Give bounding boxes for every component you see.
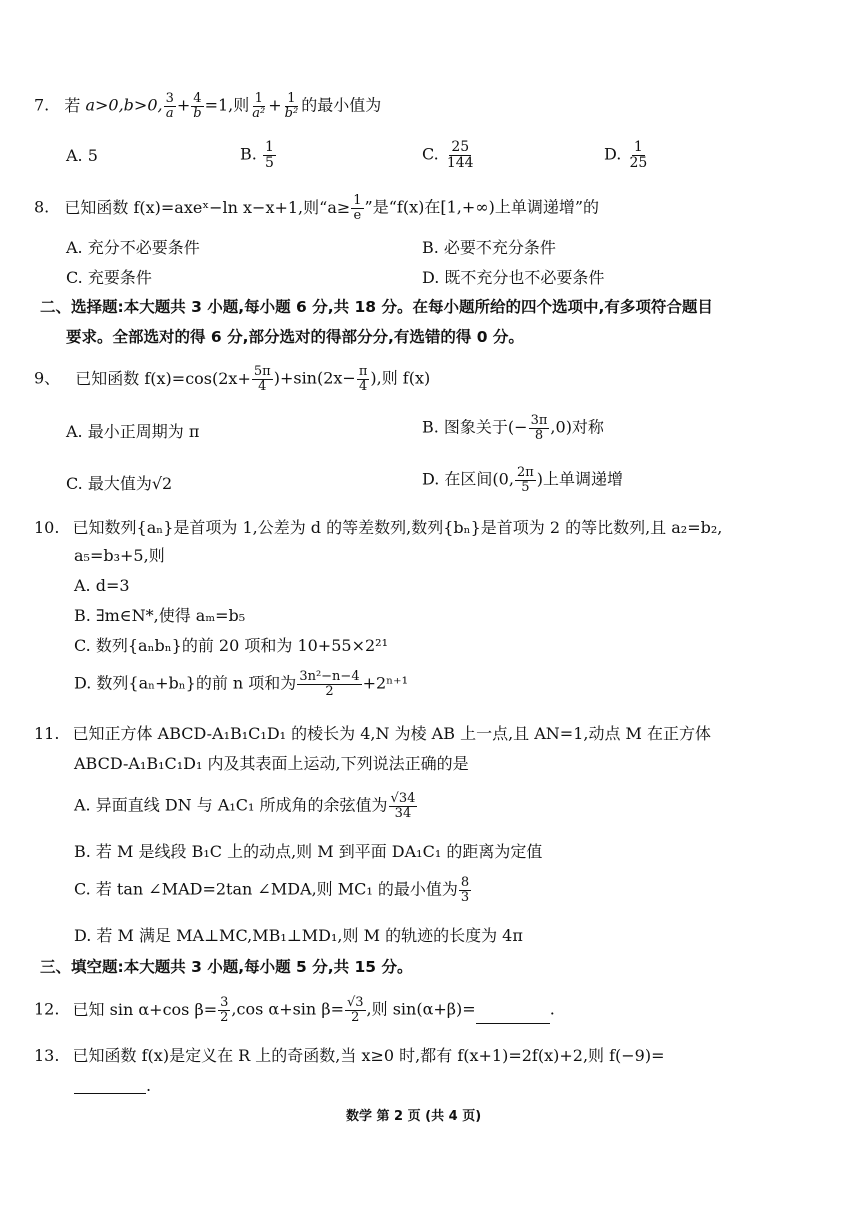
q11-number: 11. — [34, 724, 60, 743]
q7-condition: a>0,b>0, — [85, 95, 163, 115]
q10-option-c: C. 数列{aₙbₙ}的前 20 项和为 10+55×2²¹ — [74, 636, 388, 655]
q11-stem-line1: 11. 已知正方体 ABCD-A₁B₁C₁D₁ 的棱长为 4,N 为棱 AB 上一点,且 AN=1,动点 M 在正方体 — [34, 724, 712, 743]
q7-option-d: D. $\frac{1}{25}$ — [604, 139, 648, 171]
q9-stem: 9、 已知函数 f(x)=cos(2x+ $\frac{5\pi}{4}$ )+sin(2x− $\frac{\pi}{4}$ ),则 f(x) — [34, 364, 431, 394]
q11-stem-line2: ABCD-A₁B₁C₁D₁ 内及其表面上运动,下列说法正确的是 — [74, 754, 469, 773]
q7-number: 7. — [34, 95, 50, 115]
q12-answer-blank[interactable] — [476, 1023, 550, 1024]
q13-answer-line: . — [74, 1078, 151, 1094]
q11-option-d: D. 若 M 满足 MA⊥MC,MB₁⊥MD₁,则 M 的轨迹的长度为 4π — [74, 926, 523, 945]
q9-option-a: A. 最小正周期为 π — [66, 422, 200, 441]
section-3-heading: 三、填空题:本大题共 3 小题,每小题 5 分,共 15 分。 — [40, 958, 413, 976]
q13-answer-blank[interactable] — [74, 1079, 146, 1094]
q8-stem-tail: ”是“f(x)在[1,+∞)上单调递增”的 — [364, 197, 600, 217]
q8-stem: 8. 已知函数 f(x)=axeˣ−ln x−x+1,则“a≥ $\frac{1}{e}$ ”是“f(x)在[1,+∞)上单调递增”的 — [34, 193, 600, 223]
q9-number: 9、 — [34, 368, 61, 388]
q8-option-d: D. 既不充分也不必要条件 — [422, 268, 605, 287]
q10-stem-line1: 10. 已知数列{aₙ}是首项为 1,公差为 d 的等差数列,数列{bₙ}是首项为 2 的等比数列,且 a₂=b₂, — [34, 518, 723, 537]
q10-option-a: A. d=3 — [74, 576, 130, 595]
q11-option-a: A. 异面直线 DN 与 A₁C₁ 所成角的余弦值为 $\frac{√34}{34}$ — [74, 791, 416, 821]
q11-option-b: B. 若 M 是线段 B₁C 上的动点,则 M 到平面 DA₁C₁ 的距离为定值 — [74, 842, 543, 861]
q7-stem: 7. 若 a>0,b>0, $\frac{3}{a}$ + $\frac{4}{b}$ =1,则 $\frac{1}{\text{a²}}$ + $\frac{1}{\text{b²}}$ 的最小值为 — [34, 91, 382, 121]
q8-option-c: C. 充要条件 — [66, 268, 152, 287]
page-footer: 数学 第 2 页 (共 4 页) — [346, 1109, 482, 1124]
q8-number: 8. — [34, 197, 50, 217]
q9-option-c: C. 最大值为√2 — [66, 474, 173, 493]
q7-frac-3-a: $\frac{3}{a}$ — [165, 91, 174, 121]
q7-tail: 的最小值为 — [301, 95, 382, 115]
q8-option-b: B. 必要不充分条件 — [422, 238, 556, 257]
q10-option-b: B. ∃m∈N*,使得 aₘ=b₅ — [74, 606, 246, 625]
q7-option-b: B. $\frac{1}{5}$ — [240, 139, 274, 171]
q13-stem: 13. 已知函数 f(x)是定义在 R 上的奇函数,当 x≥0 时,都有 f(x+1)=2f(x)+2,则 f(−9)= — [34, 1046, 665, 1065]
q7-frac-4-b: $\frac{4}{b}$ — [193, 91, 202, 121]
q10-number: 10. — [34, 518, 60, 537]
q9-option-d: D. 在区间(0, $\frac{2\pi}{5}$ )上单调递增 — [422, 465, 624, 495]
q9-option-b: B. 图象关于(− $\frac{3\pi}{8}$ ,0)对称 — [422, 413, 604, 443]
q12-stem: 12. 已知 sin α+cos β= $\frac{3}{2}$ ,cos α+sin β= $\frac{√3}{2}$ ,则 sin(α+β)= . — [34, 995, 555, 1025]
q10-option-d: D. 数列{aₙ+bₙ}的前 n 项和为 $\frac{\text{3n²−n−4}}{2}$ +2ⁿ⁺¹ — [74, 669, 408, 699]
q7-frac-1-b2: $\frac{1}{\text{b²}}$ — [284, 91, 299, 121]
section-2-heading-line1: 二、选择题:本大题共 3 小题,每小题 6 分,共 18 分。在每小题所给的四个选项中,有多项符合题目 — [40, 298, 713, 316]
q7-frac-1-a2: $\frac{1}{\text{a²}}$ — [252, 91, 266, 121]
q12-number: 12. — [34, 999, 60, 1019]
q7-option-a: A. 5 — [66, 146, 98, 165]
q7-option-c: C. $\frac{25}{144}$ — [422, 139, 474, 171]
q7-stem-text: 若 — [64, 95, 86, 115]
q10-stem-line2: a₅=b₃+5,则 — [74, 546, 165, 565]
section-2-heading-line2: 要求。全部选对的得 6 分,部分选对的得部分分,有选错的得 0 分。 — [66, 328, 524, 346]
q8-option-a: A. 充分不必要条件 — [66, 238, 200, 257]
q11-option-c: C. 若 tan ∠MAD=2tan ∠MDA,则 MC₁ 的最小值为 $\frac{8}{3}$ — [74, 875, 470, 905]
q13-number: 13. — [34, 1046, 60, 1065]
q8-stem-text: 已知函数 f(x)=axeˣ−ln x−x+1,则“a≥ — [64, 197, 351, 217]
